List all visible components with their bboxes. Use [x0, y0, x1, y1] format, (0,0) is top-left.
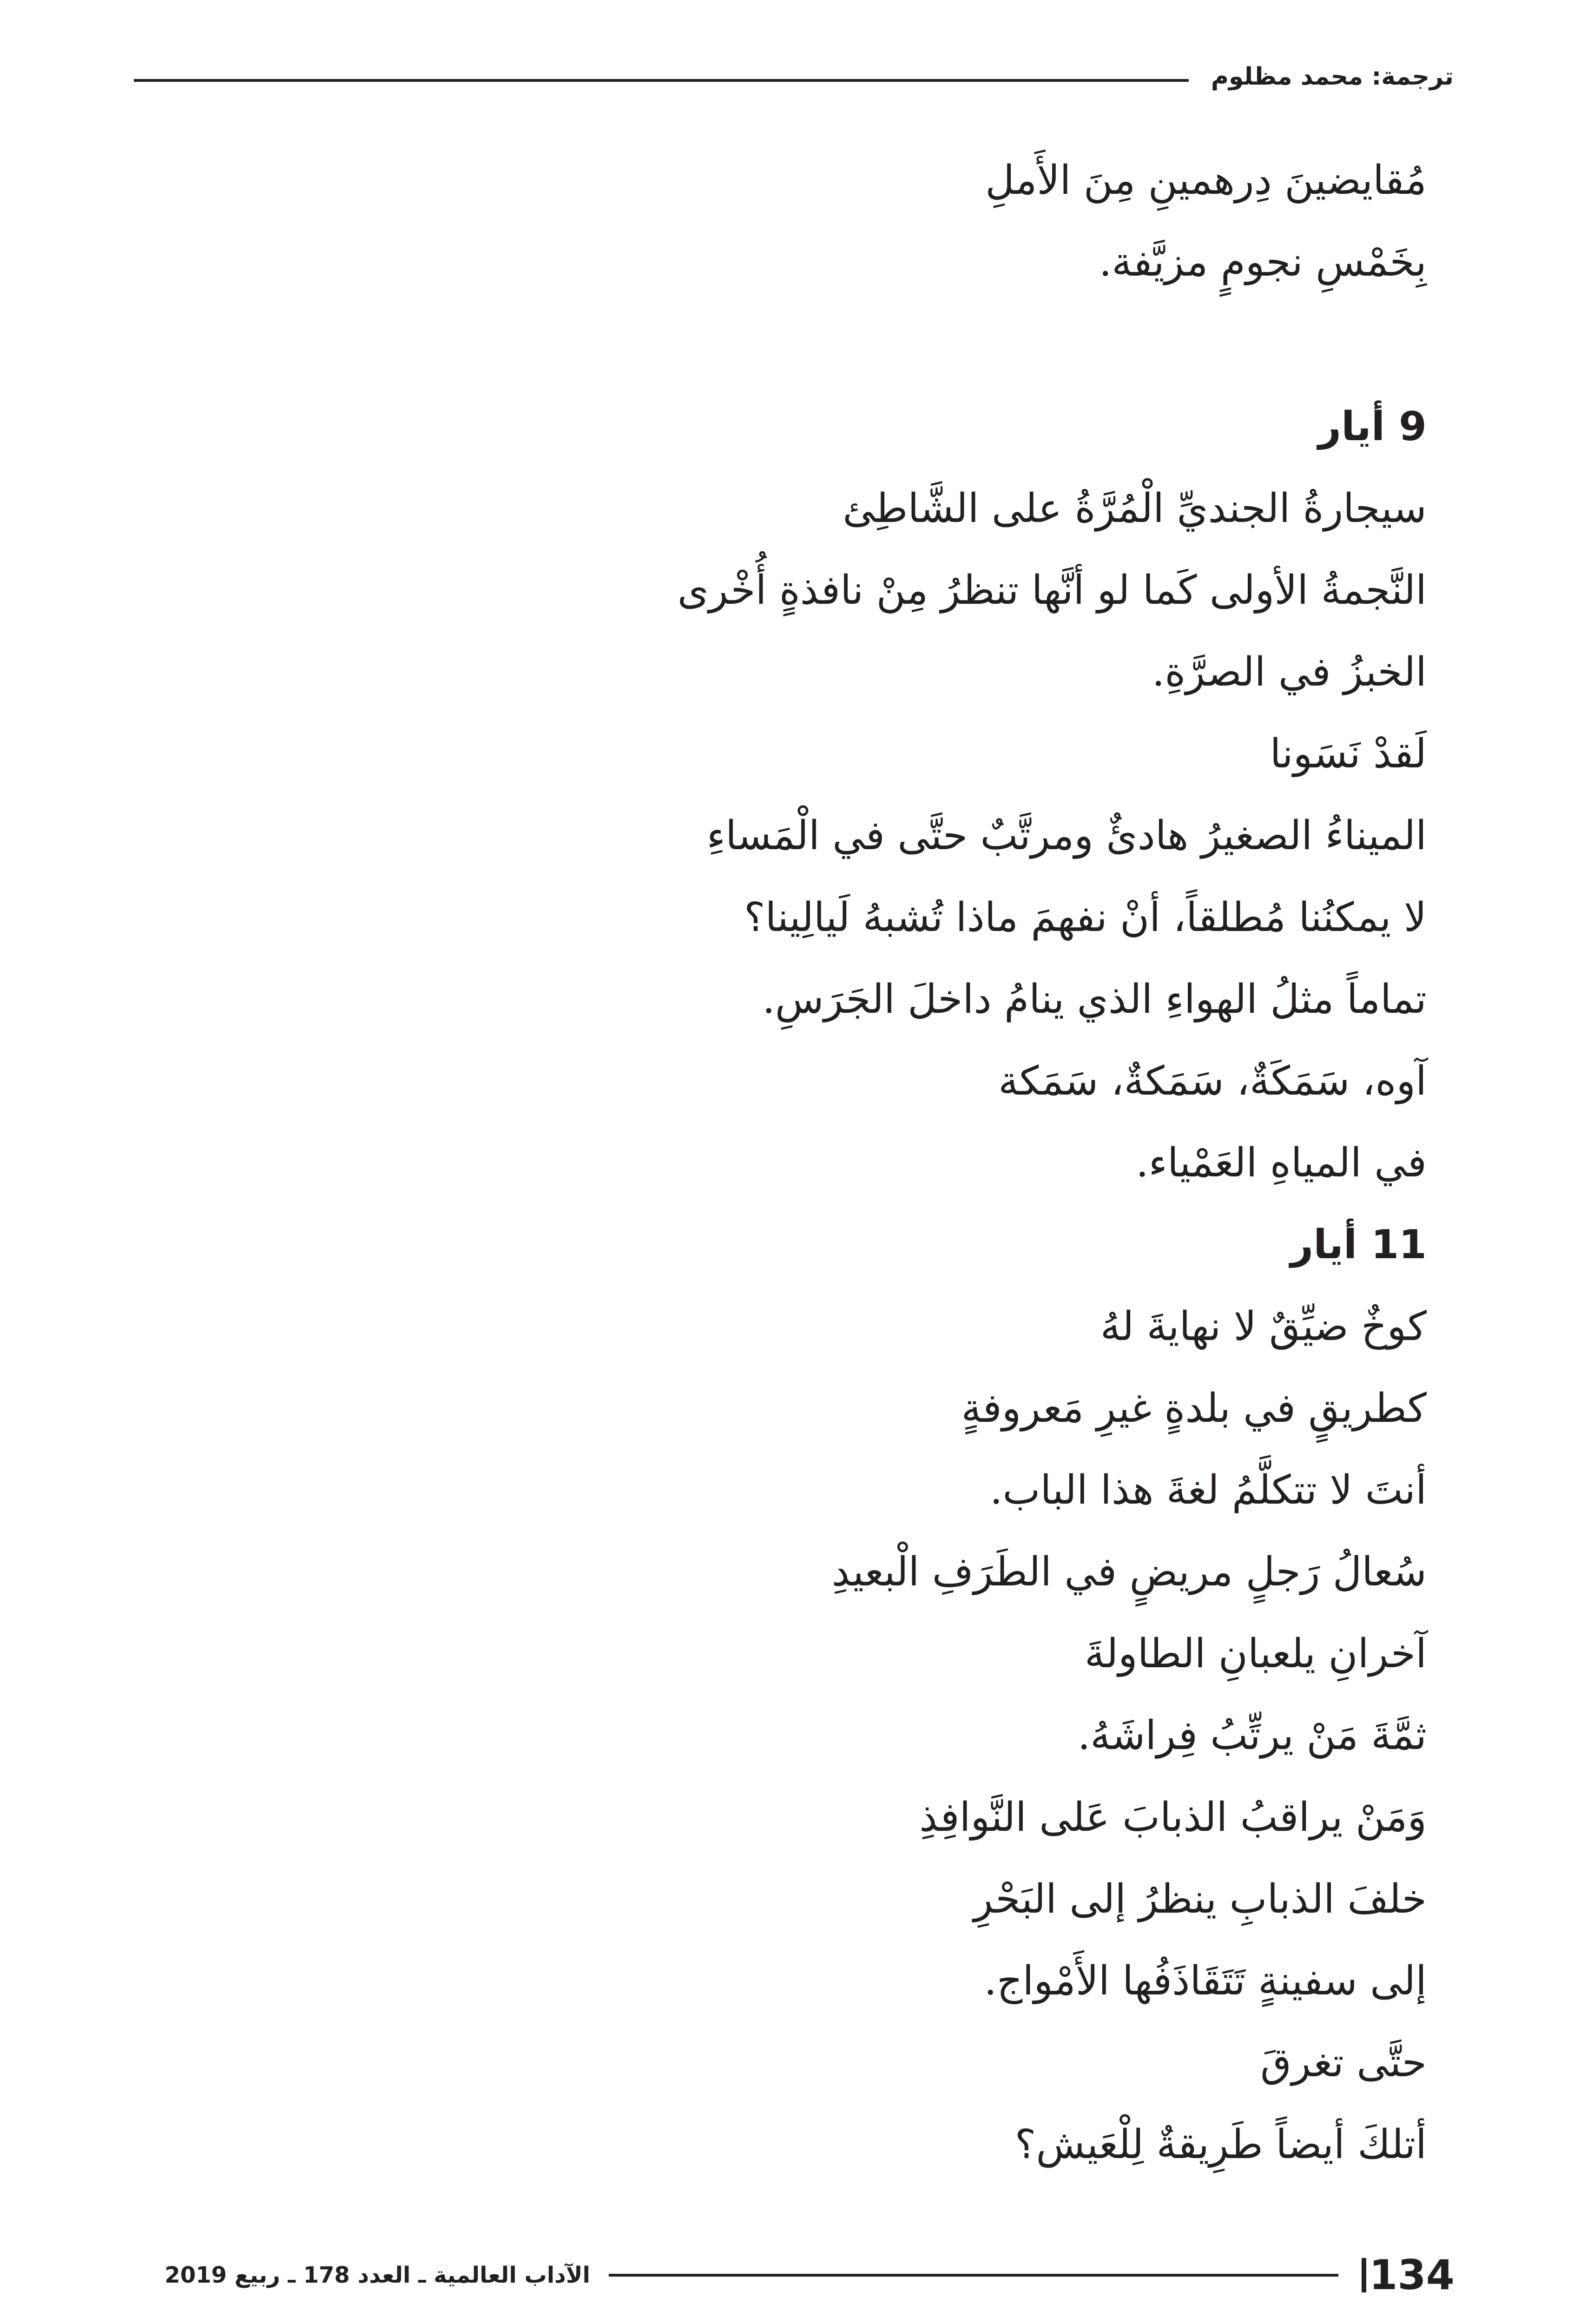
poem-line: آوه، سَمَكَةٌ، سَمَكةٌ، سَمَكة [998, 1058, 1427, 1104]
footer-rule [609, 2274, 1338, 2277]
poem-line: سُعالُ رَجلٍ مريضٍ في الطَرَفِ الْبعيدِ [831, 1549, 1427, 1595]
poem-line: كوخٌ ضيِّقٌ لا نهايةَ لهُ [1100, 1303, 1427, 1350]
journal-issue: الآداب العالمية ـ العدد 178 ـ ربيع 2019 [165, 2262, 590, 2288]
page-number: 134 [1369, 2251, 1455, 2299]
footer-separator-bar [1362, 2258, 1366, 2292]
running-header [134, 51, 1454, 102]
poem-line: حتَّى تغرقَ [1260, 2040, 1427, 2086]
poem-line: وَمَنْ يراقبُ الذبابَ عَلى النَّوافِذِ [919, 1794, 1427, 1841]
poem-line: لَقدْ نَسَونا [1270, 731, 1427, 777]
page-footer [125, 2245, 1455, 2305]
poem-line: سيجارةُ الجنديِّ الْمُرَّةُ على الشَّاطِئ [843, 485, 1427, 532]
poem-line: لا يمكنُنا مُطلقاً، أنْ نفهمَ ماذا تُشبهُ لَيالِينا؟ [744, 894, 1427, 941]
poem-line: ثمَّةَ مَنْ يرتِّبُ فِراشَهُ. [1077, 1712, 1427, 1759]
poem-line: تماماً مثلُ الهواءِ الذي ينامُ داخلَ الجَرَسِ. [762, 976, 1427, 1023]
poem-line: إلى سفينةٍ تَتَقَاذَفُها الأَمْواج. [984, 1958, 1427, 2004]
poem-line: مُقايضينَ دِرهمينِ مِنَ الأَملِ [985, 157, 1427, 204]
poem-line: بِخَمْسِ نجومٍ مزيَّفة. [1099, 239, 1427, 285]
poem-line: خلفَ الذبابِ ينظرُ إلى البَحْرِ [973, 1876, 1427, 1922]
poem-line: أنتَ لا تتكلَّمُ لغةَ هذا الباب. [990, 1467, 1427, 1513]
poem-line: الميناءُ الصغيرُ هادئٌ ومرتَّبٌ حتَّى في الْمَساءِ [706, 812, 1427, 859]
poem-line: الخبزُ في الصرَّةِ. [1152, 649, 1427, 695]
stanza-gap [172, 303, 1427, 386]
poem-line: في المياهِ العَمْياء. [1136, 1140, 1427, 1186]
poem-line: أتلكَ أيضاً طَرِيقةٌ لِلْعَيش؟ [1014, 2121, 1427, 2168]
poem-body [172, 139, 1427, 2185]
header-rule [134, 79, 1189, 82]
section-heading-may-9: 9 أيار [1318, 403, 1427, 450]
section-heading-may-11: 11 أيار [1290, 1221, 1427, 1268]
poem-line: آخرانِ يلعبانِ الطاولةَ [1084, 1631, 1427, 1677]
translator-credit: ترجمة: محمد مظلوم [1211, 63, 1454, 91]
poem-line: النَّجمةُ الأولى كَما لو أنَّها تنظرُ مِنْ نافذةٍ أُخْرى [677, 567, 1427, 614]
poem-line: كطريقٍ في بلدةٍ غيرِ مَعروفةٍ [961, 1385, 1427, 1432]
